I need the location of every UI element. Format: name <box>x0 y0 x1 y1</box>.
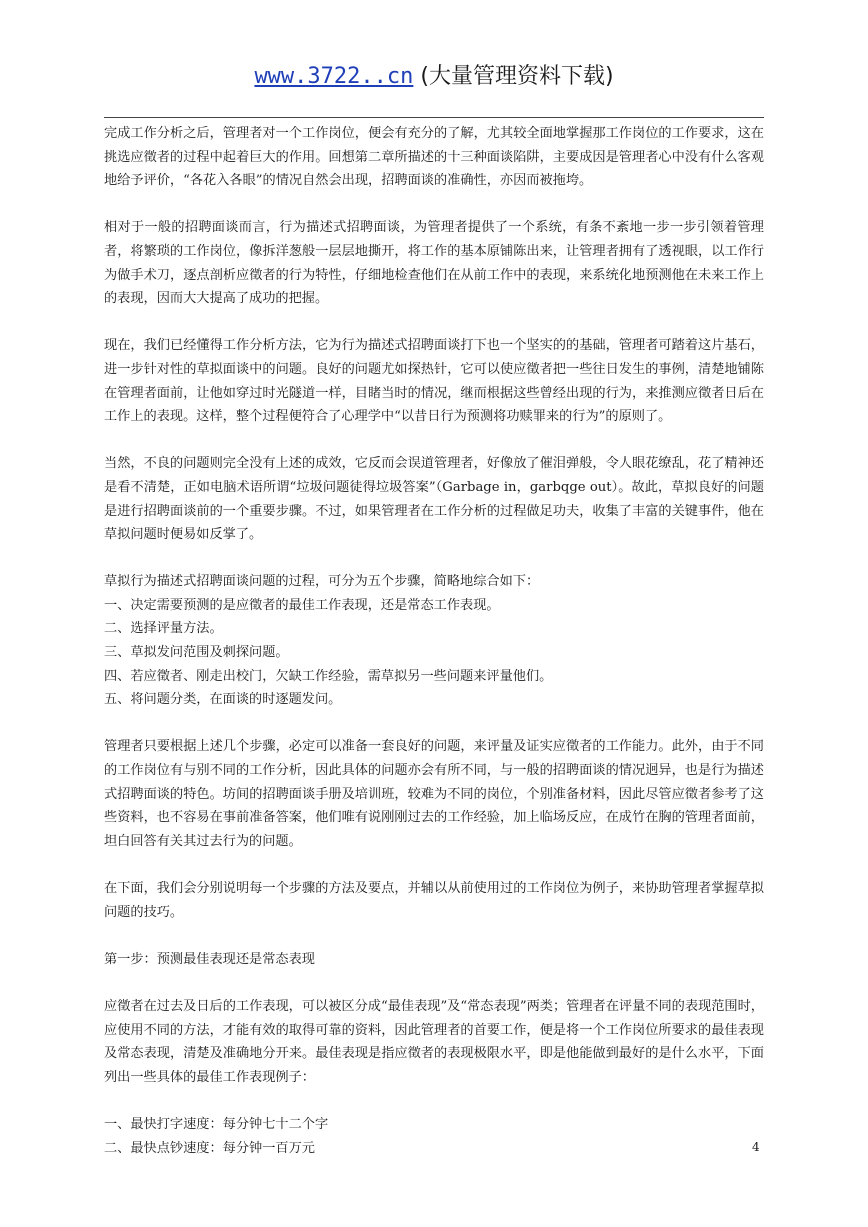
paragraph-1: 完成工作分析之后，管理者对一个工作岗位，便会有充分的了解，尤其较全面地掌握那工作岗位的工作要求，这在挑选应徵者的过程中起着巨大的作用。回想第二章所描述的十三种面谈陷阱，主要成因是管理者心中没有什么客观地给予评价，“各花入各眼”的情况自然会出现，招聘面谈的准确性，亦因而被拖垮。 <box>104 126 764 189</box>
step-item-2: 二、选择评量方法。 <box>104 621 223 637</box>
example-item-2: 二、最快点钞速度：每分钟一百万元 <box>104 1140 315 1156</box>
document-body <box>104 122 764 1160</box>
steps-intro: 草拟行为描述式招聘面谈问题的过程，可分为五个步骤，简略地综合如下： <box>104 574 540 590</box>
paragraph-3: 现在，我们已经懂得工作分析方法，它为行为描述式招聘面谈打下也一个坚实的的基础，管理者可踏着这片基石，进一步针对性的草拟面谈中的问题。良好的问题尤如探热针，它可以使应徵者把一些往日发生的事例，清楚地铺陈在管理者面前，让他如穿过时光隧道一样，目睹当时的情况，继而根据这些曾经出现的行为，来推测应徵者日后在工作上的表现。这样，整个过程便符合了心理学中“以昔日行为预测将功赎罪来的行为”的原则了。 <box>104 338 764 425</box>
header-suffix: (大量管理资料下载) <box>413 64 614 89</box>
step-item-3: 三、草拟发问范围及刺探问题。 <box>104 645 289 661</box>
step-item-4: 四、若应徵者、刚走出校门，欠缺工作经验，需草拟另一些问题来评量他们。 <box>104 668 553 684</box>
site-link[interactable]: www.3722..cn <box>254 64 414 89</box>
step-item-1: 一、决定需要预测的是应徵者的最佳工作表现，还是常态工作表现。 <box>104 597 500 613</box>
page-header <box>0 62 868 92</box>
header-rule <box>104 117 764 118</box>
paragraph-4: 当然，不良的问题则完全没有上述的成效，它反而会误道管理者，好像放了催泪弹般，令人眼花缭乱，花了精神还是看不清楚，正如电脑术语所谓“垃圾问题徒得垃圾答案”（Garbage in，garbqge out）。故此，草拟良好的问题是进行招聘面谈前的一个重要步骤。不过，如果管理者在工作分析的过程做足功夫，收集了丰富的关键事件，他在草拟问题时便易如反掌了。 <box>104 456 764 543</box>
page-number: 4 <box>752 1140 760 1154</box>
paragraph-2: 相对于一般的招聘面谈而言，行为描述式招聘面谈，为管理者提供了一个系统，有条不紊地一步一步引领着管理者，将繁琐的工作岗位，像拆洋葱般一层层地撕开，将工作的基本原铺陈出来，让管理者拥有了透视眼，以工作行为做手术刀，逐点剖析应徵者的行为特性，仔细地检查他们在从前工作中的表现，来系统化地预测他在未来工作上的表现，因而大大提高了成功的把握。 <box>104 220 764 307</box>
step-one-heading: 第一步：预测最佳表现还是常态表现 <box>104 951 315 967</box>
paragraph-7: 在下面，我们会分别说明每一个步骤的方法及要点，并辅以从前使用过的工作岗位为例子，来协助管理者掌握草拟问题的技巧。 <box>104 881 764 920</box>
paragraph-8: 应徵者在过去及日后的工作表现，可以被区分成“最佳表现”及“常态表现”两类；管理者在评量不同的表现范围时，应使用不同的方法，才能有效的取得可靠的资料，因此管理者的首要工作，便是将一个工作岗位所要求的最佳表现及常态表现，清楚及准确地分开来。最佳表现是指应徵者的表现极限水平，即是他能做到最好的是什么水平，下面列出一些具体的最佳工作表现例子： <box>104 998 764 1085</box>
example-item-1: 一、最快打字速度：每分钟七十二个字 <box>104 1116 329 1132</box>
paragraph-6: 管理者只要根据上述几个步骤，必定可以准备一套良好的问题，来评量及证实应徵者的工作能力。此外，由于不同的工作岗位有与别不同的工作分析，因此具体的问题亦会有所不同，与一般的招聘面谈的情况迥异，也是行为描述式招聘面谈的特色。坊间的招聘面谈手册及培训班，较难为不同的岗位，个别准备材料，因此尽管应徵者参考了这些资料，也不容易在事前准备答案，他们唯有说刚刚过去的工作经验，加上临场反应，在成竹在胸的管理者面前，坦白回答有关其过去行为的问题。 <box>104 739 764 849</box>
step-item-5: 五、将问题分类，在面谈的时逐题发问。 <box>104 692 342 708</box>
